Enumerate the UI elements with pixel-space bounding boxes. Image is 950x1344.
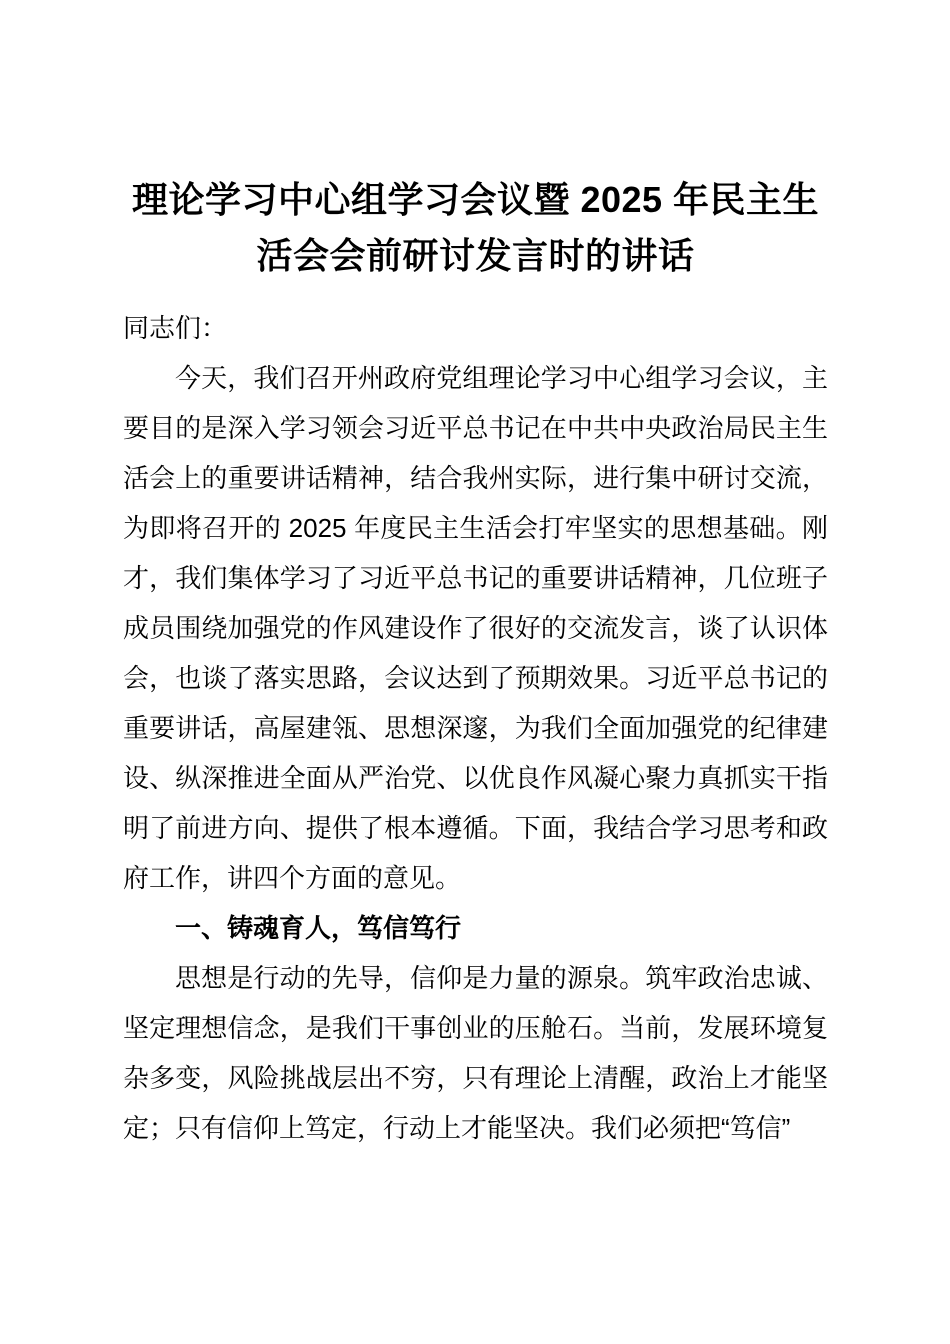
paragraph-section-1: 思想是行动的先导，信仰是力量的源泉。筑牢政治忠诚、坚定理想信念，是我们干事创业的压舱石。当前，发展环境复杂多变，风险挑战层出不穷，只有理论上清醒，政治上才能坚定；只有信仰上笃定，行动上才能坚决。我们必须把“笃信” xyxy=(123,963,828,1143)
paragraph-intro: 今天，我们召开州政府党组理论学习中心组学习会议，主要目的是深入学习领会习近平总书记在中共中央政治局民主生活会上的重要讲话精神，结合我州实际，进行集中研讨交流，为即将召开的 2025 年度民主生活会打牢坚实的思想基础。刚才，我们集体学习了习近平总书记的重要讲话精神，几位班子成员围绕加强党的作风建设作了很好的交流发言，谈了认识体会，也谈了落实思路，会议达到了预期效果。习近平总书记的重要讲话，高屋建瓴、思想深邃，为我们全面加强党的纪律建设、纵深推进全面从严治党、以优良作风凝心聚力真抓实干指明了前进方向、提供了根本遵循。下面，我结合学习思考和政府工作，讲四个方面的意见。 xyxy=(123,363,828,893)
document-body xyxy=(123,303,828,1153)
document-title: 理论学习中心组学习会议暨 2025 年民主生活会会前研讨发言时的讲话 xyxy=(131,179,820,276)
salutation: 同志们： xyxy=(123,313,228,343)
section-heading-1: 一、铸魂育人，笃信笃行 xyxy=(175,913,462,943)
